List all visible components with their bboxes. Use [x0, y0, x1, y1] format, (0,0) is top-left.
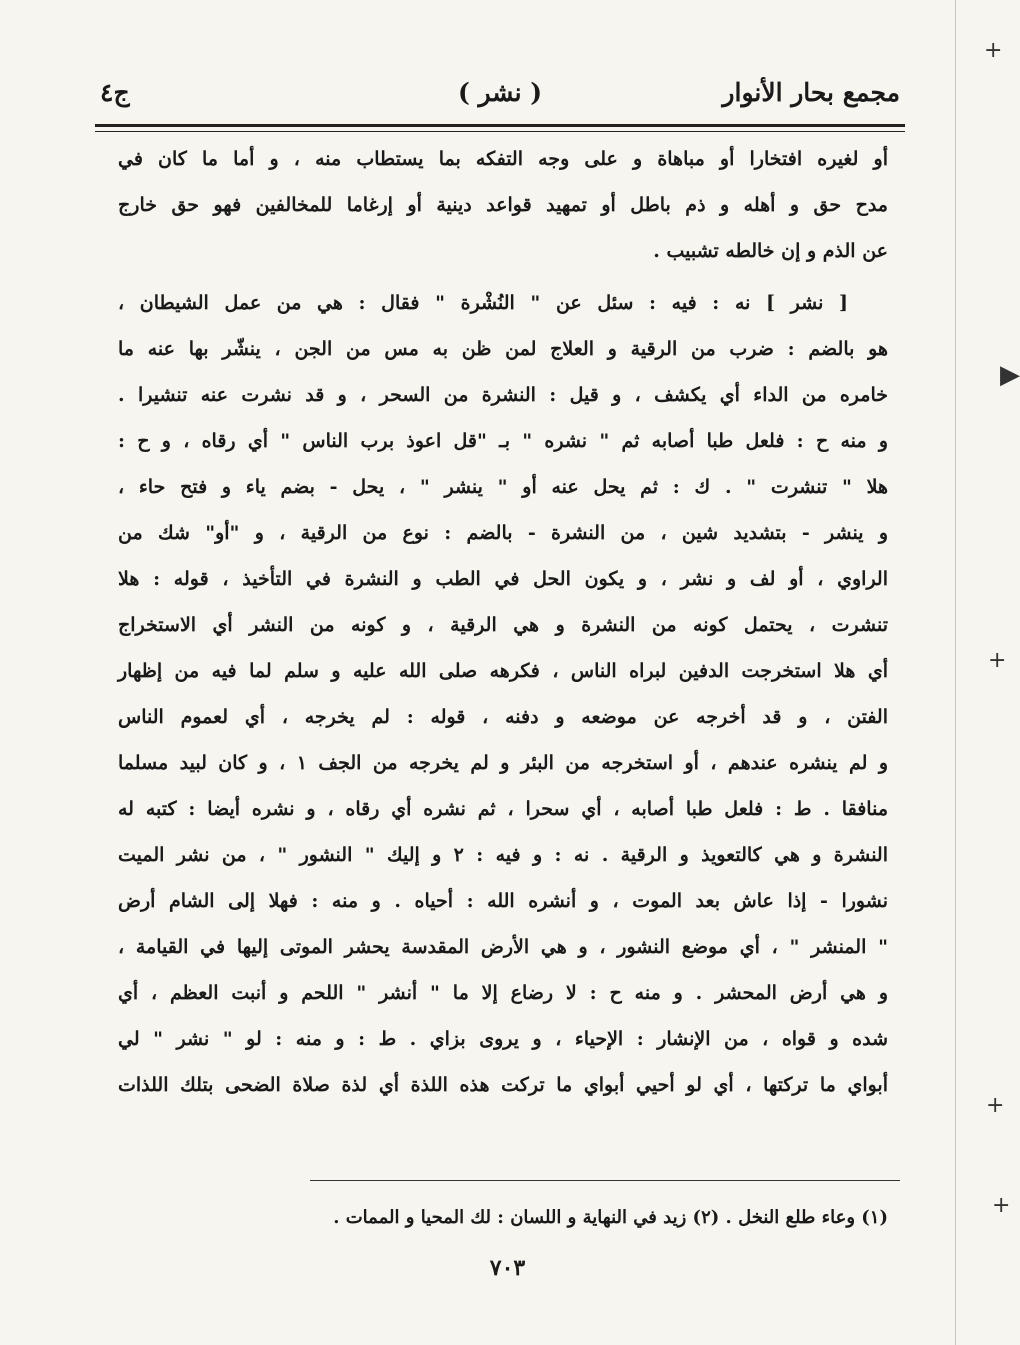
text-line: هو بالضم : ضرب من الرقية و العلاج لمن ظن به مس من الجن ، ينشّر بها عنه ما	[118, 338, 888, 360]
text-line: أبواي ما تركتها ، أي لو أحيي أبواي ما تركت هذه اللذة أي لذة صلاة الضحى بتلك اللذات	[118, 1074, 888, 1096]
text-line: أو لغيره افتخارا أو مباهاة و على وجه التفكه بما يستطاب منه ، و أما ما كان في	[118, 148, 888, 170]
text-line: عن الذم و إن خالطه تشبيب .	[653, 240, 888, 262]
page-header	[100, 78, 900, 118]
text-line: هلا " تنشرت " . ك : ثم يحل عنه أو " ينشر " ، يحل - بضم ياء و فتح حاء ،	[118, 476, 888, 498]
text-line: و منه ح : فلعل طبا أصابه ثم " نشره " بـ "قل اعوذ برب الناس " أي رقاه ، و ح :	[118, 430, 888, 452]
edge-mark-4: +	[992, 1193, 1011, 1218]
text-line: خامره من الداء أي يكشف ، و قيل : النشرة من السحر ، و قد نشرت عنه تنشيرا .	[118, 384, 888, 406]
scan-edge-line	[955, 0, 956, 1345]
text-line: و ينشر - بتشديد شين ، من النشرة - بالضم : نوع من الرقية ، و "أو" شك من	[118, 522, 888, 544]
footnotes: (١) وعاء طلع النخل . (٢) زيد في النهاية و اللسان : لك المحيا و الممات .	[333, 1207, 888, 1228]
text-line: مدح حق و أهله و ذم باطل أو تمهيد قواعد دينية أو إرغاما للمخالفين فهو حق خارج	[118, 194, 888, 216]
page-number: ٧٠٣	[489, 1255, 526, 1281]
text-line: الراوي ، أو لف و نشر ، و يكون الحل في الطب و النشرة في التأخيذ ، قوله : هلا	[118, 568, 888, 590]
text-line: نشورا - إذا عاش بعد الموت ، و أنشره الله : أحياه . و منه : فهلا إلى الشام أرض	[118, 890, 888, 912]
text-line: الفتن ، و قد أخرجه عن موضعه و دفنه ، قوله : لم يخرجه ، أي لعموم الناس	[118, 706, 888, 728]
main-text	[118, 136, 888, 1108]
edge-mark-2: +	[988, 648, 1007, 673]
edge-mark-3: +	[986, 1093, 1005, 1118]
entry-heading-line: [ نشر ] نه : فيه : سئل عن " النُشْرة " فقال : هي من عمل الشيطان ،	[118, 292, 848, 314]
text-line: أي هلا استخرجت الدفين لبراه الناس ، فكرهه صلى الله عليه و سلم لما فيه من إظهار	[118, 660, 888, 682]
edge-mark-1: +	[984, 38, 1003, 63]
text-line: و هي أرض المحشر . و منه ح : لا رضاع إلا ما " أنشر " اللحم و أنبت العظم ، أي	[118, 982, 888, 1004]
book-title: مجمع بحار الأنوار	[722, 78, 900, 107]
text-line: " المنشر " ، أي موضع النشور ، و هي الأرض المقدسة يحشر الموتى إليها في القيامة ،	[118, 936, 888, 958]
text-line: النشرة و هي كالتعويذ و الرقية . نه : و فيه : ٢ و إليك " النشور " ، من نشر الميت	[118, 844, 888, 866]
footnote-rule	[310, 1180, 900, 1181]
text-line: منافقا . ط : فلعل طبا أصابه ، أي سحرا ، ثم نشره أي رقاه ، و نشره أيضا : كتبه له	[118, 798, 888, 820]
text-line: و لم ينشره عندهم ، أو استخرجه من البئر و لم يخرجه من الجف ١ ، و كان لبيد مسلما	[118, 752, 888, 774]
volume-number: ج٤	[100, 78, 130, 107]
entry-root: ( نشر )	[457, 78, 543, 107]
text-line: شده و قواه ، من الإنشار : الإحياء ، و يروى بزاي . ط : و منه : لو " نشر " لي	[118, 1028, 888, 1050]
header-rule-thick	[95, 124, 905, 127]
edge-mark-5: ▶	[1000, 360, 1020, 390]
header-rule-thin	[95, 131, 905, 132]
text-line: تنشرت ، يحتمل كونه من النشرة و هي الرقية ، و كونه من النشر أي الاستخراج	[118, 614, 888, 636]
